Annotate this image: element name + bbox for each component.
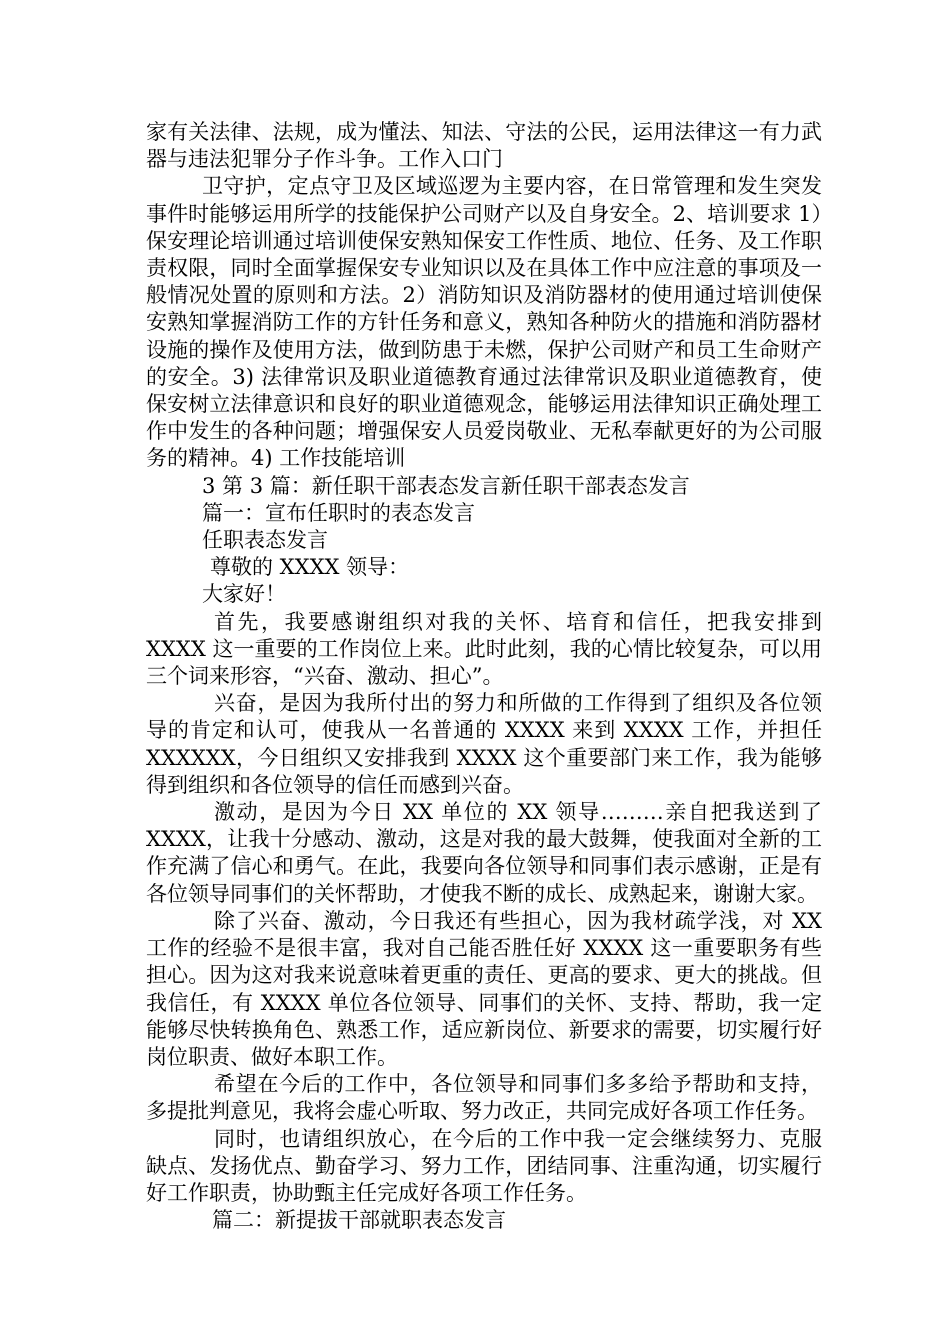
greeting: 大家好！ (202, 582, 286, 607)
paragraph-1: 家有关法律、法规，成为懂法、知法、守法的公民，运用法律这一有力武器与违法犯罪分子作斗争。工作入口门 (146, 120, 822, 172)
paragraph-commitment: 同时，也请组织放心，在今后的工作中我一定会继续努力、克服缺点、发扬优点、勤奋学习、努力工作，团结同事、注重沟通，切实履行好工作职责，协助甄主任完成好各项工作任务。 (146, 1126, 822, 1205)
paragraph-thanks: 首先，我要感谢组织对我的关怀、培育和信任，把我安排到 XXXX 这一重要的工作岗位上来。此时此刻，我的心情比较复杂，可以用三个词来形容，“兴奋、激动、担心”。 (146, 609, 822, 689)
document-body (146, 119, 822, 1234)
paragraph-moved: 激动，是因为今日 XX 单位的 XX 领导………亲自把我送到了 XXXX，让我十分感动、激动，这是对我的最大鼓舞，使我面对全新的工作充满了信心和勇气。在此，我要向各位领导和同事们表示感谢，正是有各位领导同事们的关怀帮助，才使我不断的成长、成熟起来，谢谢大家。 (146, 800, 822, 906)
speech-title: 任职表态发言 (202, 528, 328, 553)
paragraph-2: 卫守护，定点守卫及区域巡逻为主要内容，在日常管理和发生突发事件时能够运用所学的技能保护公司财产以及自身安全。2、培训要求 1）保安理论培训通过培训使保安熟知保安工作性质、地位、任务、及工作职责权限，同时全面掌握保安专业知识以及在具体工作中应注意的事项及一般情况处置的原则和方法。2）消防知识及消防器材的使用通过培训使保安熟知掌握消防工作的方针任务和意义，熟知各种防火的措施和消防器材设施的操作及使用方法，做到防患于未燃，保护公司财产和员工生命财产的安全。3) 法律常识及职业道德教育通过法律常识及职业道德教育，使保安树立法律意识和良好的职业道德观念，能够运用法律知识正确处理工作中发生的各种问题；增强保安人员爱岗敬业、无私奉献更好的为公司服务的精神。4) 工作技能培训 (146, 174, 822, 471)
section-heading-3: 3 第 3 篇：新任职干部表态发言新任职干部表态发言 (202, 473, 690, 498)
paragraph-worried: 除了兴奋、激动，今日我还有些担心，因为我材疏学浅，对 XX 工作的经验不是很丰富，我对自己能否胜任好 XXXX 这一重要职务有些担心。因为这对我来说意味着更重的责任、更高的要求、更大的挑战。但我信任，有 XXXX 单位各位领导、同事们的关怀、支持、帮助，我一定能够尽快转换角色、熟悉工作，适应新岗位、新要求的需要，切实履行好岗位职责、做好本职工作。 (146, 908, 822, 1069)
salutation: 尊敬的 XXXX 领导： (210, 555, 410, 580)
subheading-article-two: 篇二：新提拔干部就职表态发言 (212, 1208, 506, 1233)
paragraph-excited: 兴奋，是因为我所付出的努力和所做的工作得到了组织及各位领导的肯定和认可，使我从一名普通的 XXXX 来到 XXXX 工作，并担任 XXXXXX，今日组织又安排我到 XXXX 这个重要部门来工作，我为能够得到组织和各位领导的信任而感到兴奋。 (146, 691, 822, 797)
paragraph-hope: 希望在今后的工作中，各位领导和同事们多多给予帮助和支持，多提批判意见，我将会虚心听取、努力改正，共同完成好各项工作任务。 (146, 1072, 822, 1124)
subheading-article-one: 篇一：宣布任职时的表态发言 (202, 500, 475, 525)
